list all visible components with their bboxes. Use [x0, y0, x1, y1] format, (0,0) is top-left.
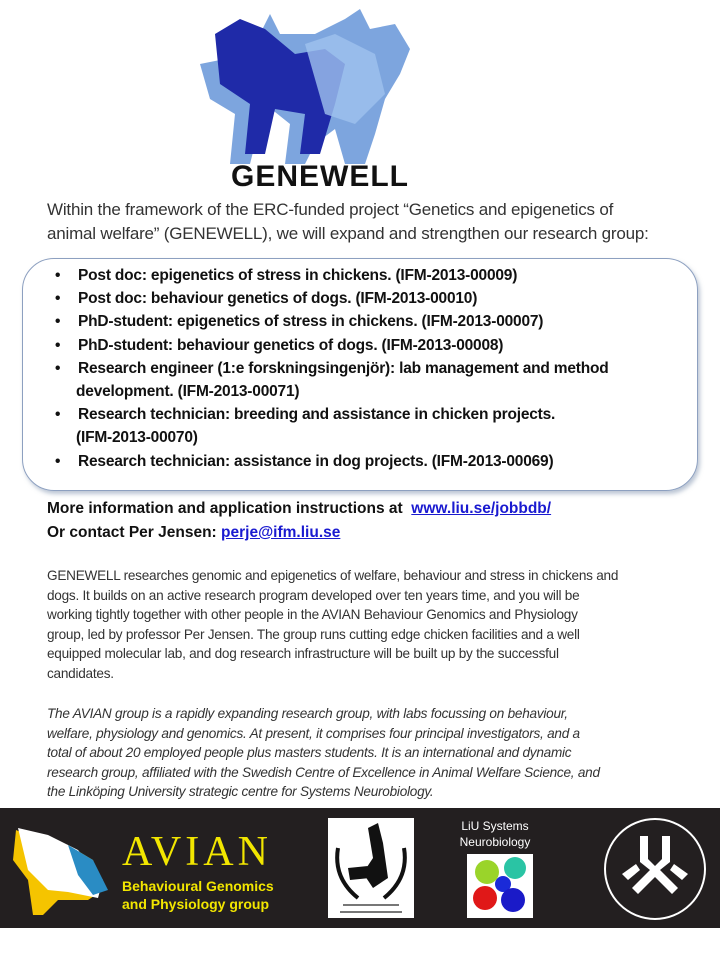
bullet-icon: • — [55, 406, 61, 424]
avian-chicken-icon — [8, 820, 108, 920]
paragraph-line: research group, affiliated with the Swedish Centre of Excellence in Animal Welfare Science, and — [47, 764, 600, 780]
position-item — [55, 360, 695, 380]
avian-subtitle: and Physiology group — [122, 896, 270, 912]
more-info-line — [47, 500, 551, 518]
avian-title: AVIAN — [122, 829, 272, 875]
position-item — [55, 267, 695, 287]
jobbdb-link[interactable]: www.liu.se/jobbdb/ — [411, 500, 552, 517]
liu-systems-neurobiology-label — [440, 818, 550, 850]
position-text: Research engineer (1:e forskningsingenjör): lab management and method — [78, 359, 609, 377]
position-item — [55, 337, 695, 357]
position-text: Research technician: breeding and assistance in chicken projects. — [78, 406, 556, 424]
bullet-icon: • — [55, 359, 61, 377]
position-text: PhD-student: behaviour genetics of dogs. (IFM-2013-00008) — [78, 336, 504, 354]
footer-logos-band — [0, 808, 720, 928]
position-item — [55, 313, 695, 333]
position-item — [55, 453, 695, 473]
protein-structure-image — [467, 854, 533, 918]
position-text: (IFM-2013-00070) — [76, 429, 198, 447]
paragraph-line: candidates. — [47, 665, 114, 681]
paragraph-line: GENEWELL researches genomic and epigenetics of welfare, behaviour and stress in chickens and — [47, 568, 619, 583]
position-item — [55, 429, 695, 449]
description-paragraph — [47, 566, 707, 684]
position-text: Research technician: assistance in dog projects. (IFM-2013-00069) — [78, 452, 554, 470]
avian-subtitle: Behavioural Genomics — [122, 878, 274, 894]
bullet-icon: • — [55, 313, 61, 331]
paragraph-line: the Linköping University strategic centre for Systems Neurobiology. — [47, 784, 434, 800]
paragraph-line: The AVIAN group is a rapidly expanding research group, with labs focussing on behaviour, — [47, 706, 568, 721]
paragraph-line: welfare, physiology and genomics. At present, it comprises four principal investigators, and a — [47, 725, 580, 741]
position-text: PhD-student: epigenetics of stress in chickens. (IFM-2013-00007) — [78, 313, 544, 331]
position-item — [55, 406, 695, 426]
genewell-logo-text: GENEWELL — [231, 160, 409, 193]
genewell-animals-logo — [195, 4, 415, 169]
avian-paragraph — [47, 704, 707, 802]
contact-label: Or contact Per Jensen: — [47, 524, 217, 541]
liu-sys-line: Neurobiology — [459, 835, 531, 849]
intro-line: Within the framework of the ERC-funded project “Genetics and epigenetics of — [47, 200, 614, 219]
paragraph-line: group, led by professor Per Jensen. The group runs cutting edge chicken facilities and a well — [47, 626, 580, 642]
position-item — [55, 290, 695, 310]
intro-line: animal welfare” (GENEWELL), we will expand and strengthen our research group: — [47, 224, 649, 243]
linkoping-university-seal — [600, 814, 710, 924]
bullet-icon: • — [55, 267, 61, 284]
paragraph-line: total of about 20 employed people plus masters students. It is an international and dynamic — [47, 745, 572, 761]
position-text: Post doc: behaviour genetics of dogs. (IFM-2013-00010) — [78, 290, 478, 308]
paragraph-line: working tightly together with other people in the AVIAN Behaviour Genomics and Physiology — [47, 607, 578, 623]
bullet-icon: • — [55, 290, 61, 308]
animal-welfare-centre-logo — [328, 818, 414, 918]
position-item — [55, 383, 695, 403]
bullet-icon: • — [55, 336, 61, 354]
bullet-icon: • — [55, 452, 61, 470]
liu-sys-line: LiU Systems — [461, 819, 529, 833]
position-text: development. (IFM-2013-00071) — [76, 383, 300, 400]
more-info-label: More information and application instructions at — [47, 500, 403, 517]
paragraph-line: equipped molecular lab, and dog research infrastructure will be built up by the successful — [47, 646, 559, 662]
paragraph-line: dogs. It builds on an active research program developed over ten years time, and you will be — [47, 587, 580, 603]
contact-line — [47, 524, 340, 542]
position-text: Post doc: epigenetics of stress in chickens. (IFM-2013-00009) — [78, 267, 518, 284]
email-link[interactable]: perje@ifm.liu.se — [221, 524, 341, 541]
